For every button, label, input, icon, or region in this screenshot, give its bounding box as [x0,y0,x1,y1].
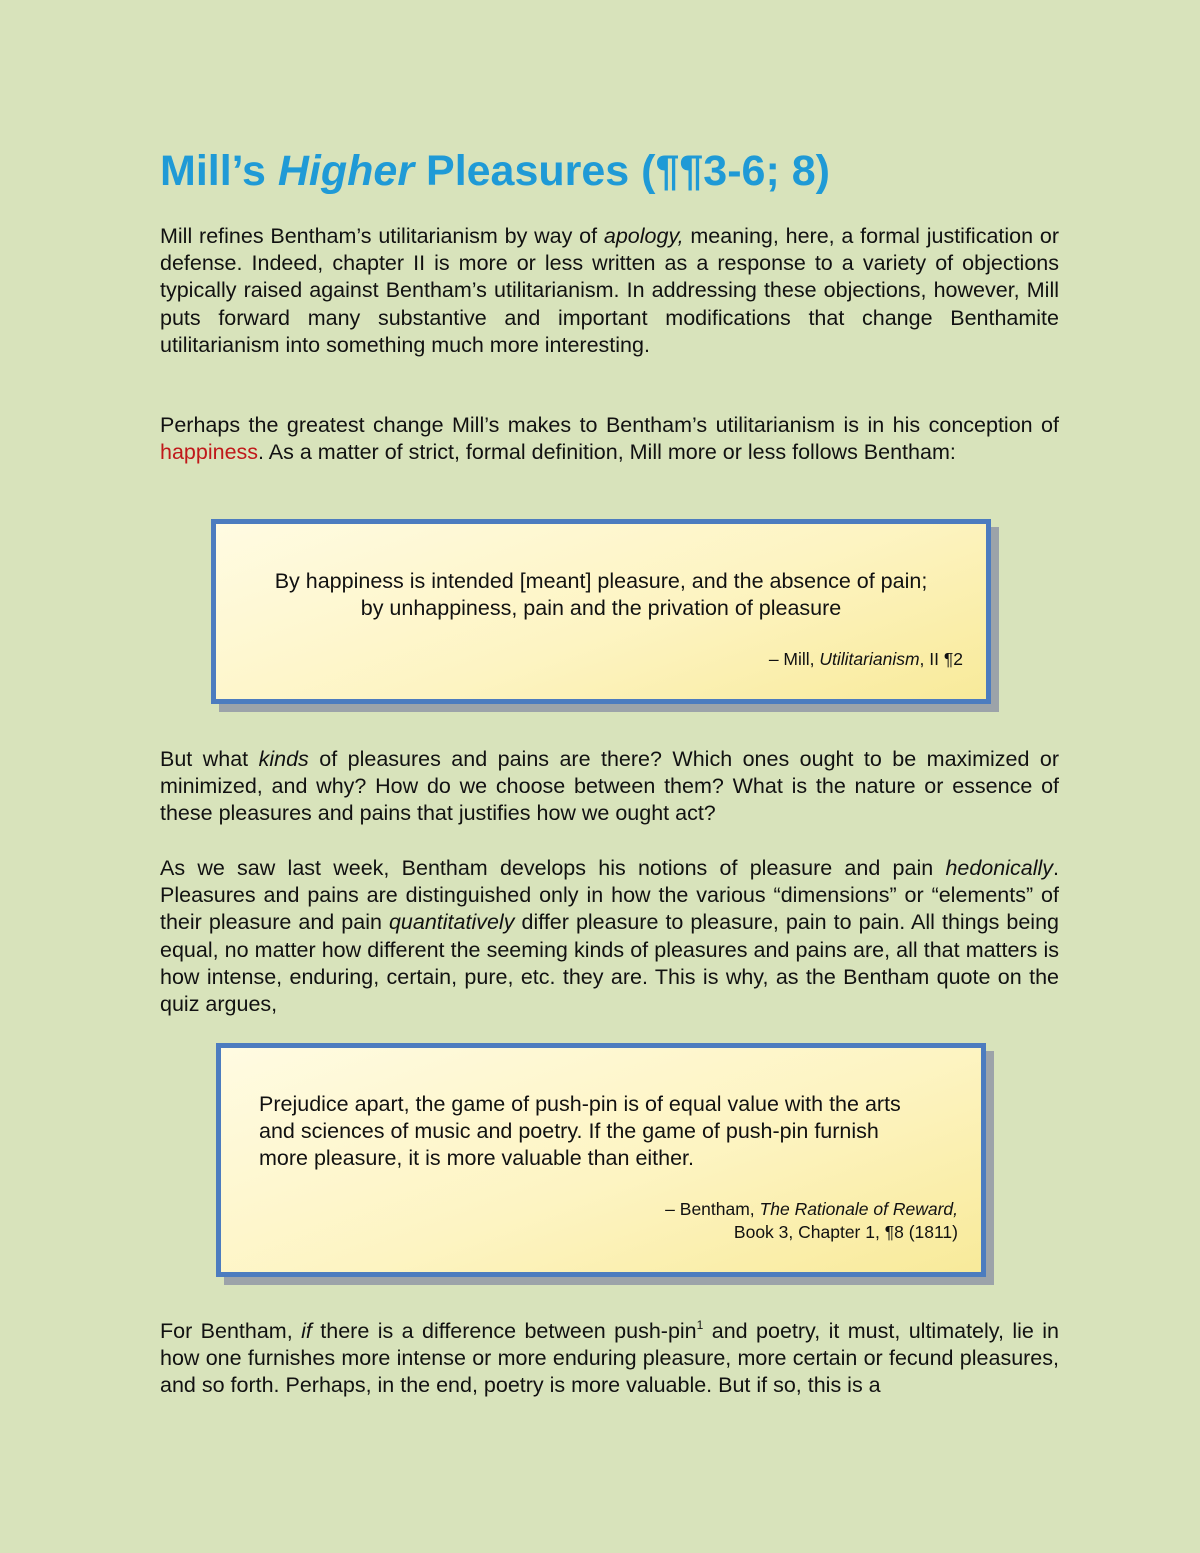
quote-line: more pleasure, it is more valuable than either. [259,1146,695,1170]
emphasis-apology: apology, [603,224,684,248]
quote-bentham-text [259,1091,979,1172]
quote-bentham-attribution [665,1198,958,1244]
text-run: . As a matter of strict, formal definition, Mill more or less follows Bentham: [258,440,956,465]
emphasis-hedonically: hedonically [945,856,1054,880]
paragraph-apology [160,223,1059,359]
paragraph-hedonic [160,855,1059,1018]
paragraph-push-pin [160,1318,1059,1400]
paragraph-happiness [160,412,1059,466]
title-emphasis: Higher [277,147,415,195]
attribution-line [665,1198,958,1221]
text-run: As we saw last week, Bentham develops his notions of pleasure and pain [160,856,946,880]
quote-line: By happiness is intended [meant] pleasure, and the absence of pain; [274,569,928,593]
text-run: – Mill, [768,649,820,669]
text-run: differ pleasure to pleasure, pain to pain. All things being equal, no matter how different the seeming kinds of pleasures and pains are, all that matters is how intense, enduring, certain, pure, etc. they are. This is why, as the Bentham quote on the quiz argues, [160,910,1059,1017]
title-suffix: Pleasures (¶¶3-6; 8) [414,147,830,195]
attribution-line: Book 3, Chapter 1, ¶8 (1811) [733,1222,958,1242]
quote-box-mill [211,519,991,704]
text-run: . Pleasures and pains are distinguished only in how the various “dimensions” or “elements” of their pleasure and pain [160,856,1059,935]
happiness-link[interactable]: happiness [160,440,259,465]
book-title: The Rationale of Reward, [759,1199,958,1219]
text-run: For Bentham, [160,1319,302,1343]
title-prefix: Mill’s [160,147,278,195]
quote-line: Prejudice apart, the game of push-pin is of equal value with the arts [259,1092,901,1116]
text-run: Perhaps the greatest change Mill’s makes to Bentham’s utilitarianism is in his conception of [160,413,1059,437]
paragraph-kinds [160,746,1059,828]
quote-line: by unhappiness, pain and the privation of pleasure [360,596,842,620]
quote-line: and sciences of music and poetry. If the game of push-pin furnish [259,1119,879,1143]
text-run: meaning, here, a formal justification or defense. Indeed, chapter II is more or less written as a response to a variety of objections typically raised against Bentham’s utilitarianism. In addressing these objections, however, Mill puts forward many substantive and important modifications that change Benthamite utilitarianism into something much more interesting. [160,224,1059,357]
text-run: and poetry, it must, ultimately, lie in how one furnishes more intense or more enduring pleasure, more certain or fecund pleasures, and so forth. Perhaps, in the end, poetry is more valuable. But if so, this is a [160,1319,1059,1398]
book-title: Utilitarianism [819,649,920,669]
text-run: there is a difference between push-pin [311,1319,697,1343]
quote-mill-text [216,568,986,622]
emphasis-kinds: kinds [258,747,309,771]
quote-box-bentham [216,1043,986,1277]
text-run: , II ¶2 [919,649,963,669]
emphasis-quantitatively: quantitatively [388,910,515,935]
quote-mill-attribution [769,648,963,671]
emphasis-if: if [301,1319,312,1343]
text-run: – Bentham, [665,1199,760,1219]
page-title [160,142,830,200]
text-run: Mill refines Bentham’s utilitarianism by way of [160,224,604,248]
text-run: But what [160,747,259,771]
footnote-marker[interactable]: 1 [696,1318,704,1332]
text-run: of pleasures and pains are there? Which ones ought to be maximized or minimized, and why? How do we choose between them? What is the nature or essence of these pleasures and pains that justifies how we ought act? [160,747,1059,826]
